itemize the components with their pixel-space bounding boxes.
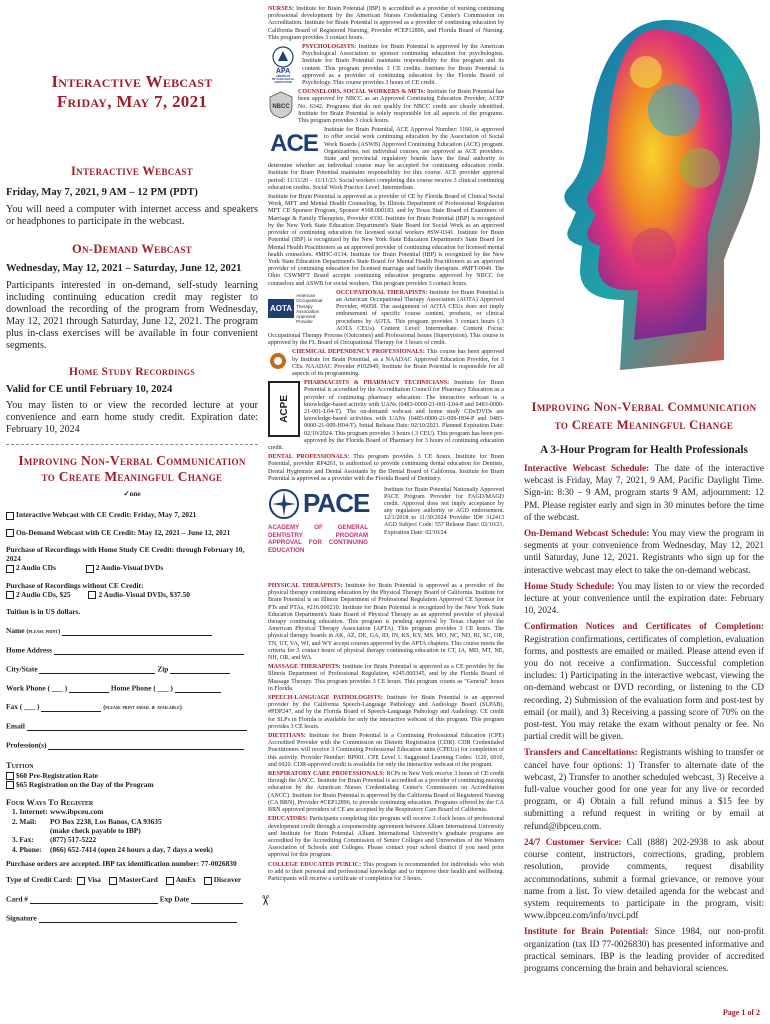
register-mail-note: (make check payable to IBP) bbox=[50, 826, 141, 836]
noce-options bbox=[6, 590, 258, 599]
svg-text:NBCC: NBCC bbox=[272, 104, 290, 111]
pace-logo: PACE ACADEMY OF GENERAL DENTISTRY PROGRAM APPROVAL FOR CONTINUING EDUCATION bbox=[268, 488, 370, 554]
register-internet: 1. Internet: www.ibpceu.com bbox=[12, 807, 104, 817]
card-type: Type of Credit Card: Visa MasterCard AmEx Discover bbox=[6, 875, 242, 885]
register-fax: 3. Fax: (877) 517-5222 bbox=[12, 835, 97, 845]
pace-emblem-icon bbox=[268, 488, 300, 520]
card-amex[interactable]: AmEx bbox=[166, 875, 196, 884]
psychologists-block: APA AMERICAN PSYCHOLOGICAL ASSOCIATION PSYCHOLOGISTS: Institute for Brain Potential is approved by the American Psychological Association to sponsor continuing education for psychologists. Institute for Brain Potential maintains responsibility for this program and its content. This program provides 3 CE credits. Institute for Brain Potential is approved as a provider of continuing education by the Florida Board of Psychology. This course provides 3 hours of CE credit. bbox=[268, 44, 504, 87]
ibp-about: Institute for Brain Potential: Since 1984, our non-profit organization (tax ID 77-0026830) has presented informative and practical seminars. IBP is the leading provider of accredited programs concerning the brain and behavioral sciences. bbox=[524, 926, 765, 973]
nbcc-logo bbox=[268, 90, 294, 120]
nbcc-emblem-icon bbox=[269, 91, 293, 119]
right-title: Improving Non-Verbal Communication to Create Meaningful Change bbox=[531, 400, 757, 432]
name-field[interactable]: Name (please print) bbox=[6, 626, 258, 636]
option-no-av[interactable]: 2 Audio-Visual DVDs, $37.50 bbox=[88, 590, 190, 599]
page-number: Page 1 of 2 bbox=[722, 1008, 760, 1017]
right-subtitle: A 3-Hour Program for Health Professionals bbox=[540, 444, 748, 456]
ondemand-heading: On-Demand Webcast bbox=[72, 242, 192, 256]
paint-splash-icon bbox=[632, 228, 676, 272]
option-hs-audio[interactable]: 2 Audio CDs bbox=[6, 563, 56, 572]
dental-block: DENTAL PROFESSIONALS: This program provides 3 CE hours. Institute for Brain Potential, provider RP4261, is authorized to provide continuing dental education for Dentists, Dental Hygienists and Dental Assistants by the Dental Board of California. Institute for Brain Potential is approved as a provider with the Florida Board of Dentistry. bbox=[268, 454, 504, 482]
address-field[interactable]: Home Address bbox=[6, 645, 258, 655]
transfers-cancellations: Transfers and Cancellations: Registrants wishing to transfer or cancel have four options: 1) Transfer to alternate date of the webcast, 2) Transfer to another scheduled webcast, 3) Receive a full-value voucher good for one year for any live or recorded program, or 4) Obtain a full refund minus a $15 fee by submitting a refund request in writing or by email at refund@ibpceu.com. bbox=[524, 747, 764, 831]
dietitians-block: DIETITIANS: Institute for Brain Potential is a Continuing Professional Education (CPE) Accredited Provider with the Commission on Dietetic Registration (CDR). CDR Credentialed Practitioners will receive 3 Continuing Professional Education units (CPEUs) for completion of this activity. Provider Number: BP001. CPE Level 1. Suggested Learning Codes: 1120, 6010, and 6020. CDR-approved credit is available for only the interactive webcast of the program. bbox=[268, 733, 504, 768]
tuition-heading: Tuition bbox=[6, 761, 34, 771]
webcast-date: Friday, May 7, 2021, 9 AM – 12 PM (PDT) bbox=[6, 187, 198, 198]
ace-block: ACE Institute for Brain Potential, ACE Approval Number: 1160, is approved to offer social work continuing education by the Association of Social Work Boards (ASWB) Approved Continuing Education (ACE) program. Organizations, not individual courses, are approved as ACE providers. State and provincial regulatory boards have the final authority to determine whether an individual course may be accepted for continuing education credit. Institute for Brain Potential maintains responsibility for this course. ACE provider approval period: 11/11/20 – 11/11/23. Social workers completing this course receive 3 clinical continuing education credits. Social Work Practice Level: Intermediate. bbox=[268, 127, 504, 191]
homestudy-options bbox=[6, 563, 258, 572]
webcast-heading: Interactive Webcast bbox=[71, 164, 193, 178]
checkbox[interactable] bbox=[6, 772, 14, 780]
registration-form bbox=[6, 489, 258, 923]
register-phone: 4. Phone: (866) 652-7414 (open 24 hours a day, 7 days a week) bbox=[12, 844, 213, 854]
webcast-description: You will need a computer with internet access and speakers or headphones to participate in the webcast. bbox=[6, 204, 258, 227]
scissors-icon: ✂ bbox=[256, 894, 272, 907]
checkbox[interactable] bbox=[86, 565, 94, 573]
purchase-homestudy-label: Purchase of Recordings with Home Study CE Credit: through February 10, 2024 bbox=[6, 544, 245, 564]
checkbox[interactable] bbox=[6, 529, 14, 537]
checkbox[interactable] bbox=[88, 591, 96, 599]
homestudy-heading: Home Study Recordings bbox=[69, 366, 195, 378]
tuition-note: Tuition is in US dollars. bbox=[6, 607, 81, 617]
checkbox[interactable] bbox=[6, 591, 14, 599]
checkbox[interactable] bbox=[6, 565, 14, 573]
paint-splash-icon bbox=[630, 56, 662, 88]
city-field[interactable]: City/State Zip bbox=[6, 664, 258, 674]
acpe-logo: ACPE bbox=[268, 381, 300, 437]
pt-block: PHYSICAL THERAPISTS: Institute for Brain Potential is approved as a provider of the physical therapy continuing education by the Physical Therapy Board of California. Institute for Brain Potential is an Illinois Department of Professional Regulation Approved CE Sponsor for PTs and PTAs, #216.000210. Institute for Brain Potential is recognized by the New York State Education Department's State Board of Physical Therapy as an approved provider of physical therapy continuing education. This program is pending approval by Texas chapter of the American Physical Therapy Association (APTA). This program provides 3 CE hours. The physical therapy boards in AK, AZ, DE, GA, ID, IN, KS, KY, MS, MO, NC, ND, RI, SC, OR, TN, UT, VA, WI, and WY accept courses approved by the APTA chapters. This course meets the criteria for 3 contact hours of physical therapy continuing education in CT, IA, MD, MT, NE, NH, OR, and WA. bbox=[268, 583, 505, 662]
profession-field[interactable]: Profession(s) bbox=[6, 740, 258, 750]
customer-service: 24/7 Customer Service: Call (888) 202-2938 to ask about course content, instructors, corrections, grading, problem resolution, provide comments, request disability accommodations, submit a formal grievance, or remove your name from a list. To view detailed agenda for the webcast and system requirements to participate in the program, visit: www.ibpceu.com/info/nvci.pdf bbox=[524, 836, 765, 921]
slp-block: SPEECH-LANGUAGE PATHOLOGISTS: Institute for Brain Potential is an approved provider by the California Speech-Language Pathology and Audiology Board (SLPAB), #PDP247, and by the Florida Board of Speech-Language Pathology and Audiology. CE credit for SLPs in Florida is available for only the interactive webcast of this program. This program provides 3 CE hours. bbox=[268, 695, 504, 730]
chem-block: CHEMICAL DEPENDENCY PROFESSIONALS: This course has been approved by Institute for Brain Potential, as a NAADAC Approved Education Provider, for 3 CEs. NAADAC Provider #102949, Institute for Brain Potential is responsible for all aspects of its programming. bbox=[268, 349, 504, 378]
confirmation-notices: Confirmation Notices and Certificates of Completion: Registration confirmations, certificates of completion, evaluation forms, and posttests are emailed or mailed. Please attend even if you do not receive a confirmation. Successful completion includes: 1) Participating in the interactive webcast, viewing the on-demand webcast or DVD recording, or listening to the CD recording, 2) Submission of the evaluation form and post-test by email (or mail), and 3) Receiving a passing score of 70% on the post-test. You may retake the exam without penalty or fee. No partial credit will be given. bbox=[524, 621, 764, 742]
head-silhouette-illustration bbox=[524, 0, 764, 380]
form-title: Improving Non-Verbal Communication to Create Meaningful Change bbox=[18, 453, 246, 484]
respiratory-block: RESPIRATORY CARE PROFESSIONALS: RCPs in New York receive 3 hours of CE credit through the ANCC. Institute for Brain Potential is accredited as a provider of continuing nursing education by the American Nurses Credentialing Center's Commission on Accreditation (ANCC). Institute for Brain Potential is approved by the California Board of Registered Nursing (CA BRN), Provider #CEP12896, to provide continuing education. Programs offered by the CA BRN approved providers of CE are accepted by the Respiratory Care Board of California. bbox=[268, 771, 504, 814]
mft-block: Institute for Brain Potential is approved as a provider of CE by Florida Board of Clinical Social Work, MFT and Mental Health Counseling, by Illinois Department of Professional Regulation MFT CE Sponsor Program, Sponsor #168.000183, and by Texas State Board of Examiners of Marriage & Family Therapists, Provider #330. Institute for Brain Potential (IBP) is recognized by the New York State Education Department's State Board for Social Work as an approved provider of continuing education for licensed social workers #SW-0341. Institute for Brain Potential (IBP) is recognized by the New York State Education Department's State Board for Mental Health Practitioners as an approved provider of continuing education for licensed mental health counselors. #MHC-0134. Institute for Brain Potential (IBP) is recognized by the New York State Education Department's State Board for Mental Health Practitioners as an approved provider of continuing education for licensed marriage and family therapists. #MFT-0049. The Ohio CSWMFT Board accepts continuing education programs approved by NBCC for counselors and ASWB for social workers. This program provides 3 contact hours. bbox=[268, 194, 504, 287]
right-body bbox=[524, 462, 764, 974]
aota-logo: AOTA American Occupational Therapy Association Approved Provider bbox=[270, 293, 323, 325]
paint-splash-icon bbox=[648, 84, 700, 136]
register-mail: 2. Mail: PO Box 2238, Los Banos, CA 93635 bbox=[12, 816, 162, 826]
paint-splash-icon bbox=[680, 148, 720, 188]
naadac-emblem-icon bbox=[269, 351, 287, 371]
homestudy-description: You may listen to or view the recorded lecture at your convenience and earn home study credit. Expiration date: February 10, 2024 bbox=[6, 400, 258, 435]
ondemand-date: Wednesday, May 12, 2021 – Saturday, June 12, 2021 bbox=[6, 263, 242, 274]
card-number-field[interactable]: Card # Exp Date bbox=[6, 894, 258, 904]
pace-block: PACE ACADEMY OF GENERAL DENTISTRY PROGRAM APPROVAL FOR CONTINUING EDUCATION Institute for Brain Potential Nationally Approved PACE Program Provider for FAGD/MAGD credit. Approval does not imply acceptance by any regulatory authority or AGD endorsement. 12/1/2018 to 11/30/2024 Provider ID# 312413 AGD Subject Code: 557 Release Date: 02/10/21. Expiration Date: 02/10/24 bbox=[268, 487, 504, 581]
ondemand-schedule: On-Demand Webcast Schedule: You may view the program in segments at your convenience from Wednesday, May 12, 2021 until Saturday, June 12, 2021. Registrants who sign up for the interactive webcast may elect to take the on-demand webcast. bbox=[524, 528, 764, 575]
counselors-block: NBCC COUNSELORS, SOCIAL WORKERS & MFTs: Institute for Brain Potential has been approved by NBCC as an Approved Continuing Education Provider, ACEP No. 6342. Programs that do not qualify for NBCC credit are clearly identified. Institute for Brain Potential is solely responsible for all aspects of the programs. This program provides 3 clock hours. bbox=[268, 89, 504, 125]
apa-emblem-icon bbox=[272, 46, 294, 68]
ace-logo: ACE bbox=[270, 129, 318, 157]
signature-field[interactable]: Signature bbox=[6, 913, 258, 923]
massage-block: MASSAGE THERAPISTS: Institute for Brain Potential is approved as a CE provider by the Illinois Department of Professional Regulation, #245.000345, and by the Florida Board of Massage Therapy. This program provides 3 CE hours. This program counts as "General" hours in Florida. bbox=[268, 664, 505, 692]
fax-field[interactable]: Fax ( ___ ) (please print email if available) bbox=[6, 701, 182, 711]
webcast-schedule: Interactive Webcast Schedule: The date of the interactive webcast is Friday, May 7, 2021, 9 AM, Pacific Daylight Time. Sign-in: 8:30 – 9 AM, program starts 9 AM, adjournment: 12 PM. Please register early and sign in 30 minutes before the time of the webcast. bbox=[524, 463, 764, 522]
nurses-block: NURSES: Institute for Brain Potential (IBP) is accredited as a provider of nursing continuing professional development by the American Nurses Credentialing Center's Commission on Accreditation. Institute for Brain Potential is approved as a provider of continuing education by California Board of Registered Nursing, Provider #CEP12896, and Florida Board of Nursing. This program provides 3 contact hours. bbox=[268, 6, 504, 41]
phone-fields[interactable]: Work Phone ( ___ ) Home Phone ( ___ ) bbox=[6, 683, 258, 693]
ot-block: AOTA American Occupational Therapy Association Approved Provider OCCUPATIONAL THERAPISTS: Institute for Brain Potential is an American Occupational Therapy Association (AOTA) Approved Provider, #6058. The assignment of AOTA CEUs does not imply endorsement of specific course content, products, or clinical procedures by AOTA. This program provides 3 contact hours (.3 AOTA CEUs). Content Level: Intermediate. Content Focus: Occupational Therapy Process (Outcomes) and Professional Issues (Supervision). This course is approved by the FL Board of Occupational Therapy for 3 hours of credit. bbox=[268, 289, 504, 347]
check-one-label: ✓one bbox=[123, 489, 141, 498]
option-hs-av[interactable]: 2 Audio-Visual DVDs bbox=[86, 563, 164, 572]
tax-id: Purchase orders are accepted. IBP tax identification number: 77-0026830 bbox=[6, 858, 237, 868]
left-column bbox=[6, 0, 258, 923]
card-discover[interactable]: Discover bbox=[204, 875, 242, 884]
checkbox[interactable] bbox=[6, 512, 14, 520]
pharmacy-block: ACPE PHARMACISTS & PHARMACY TECHNICIANS: Institute for Brain Potential is accredited by the Accreditation Council for Pharmacy Education as a provider of continuing pharmacy education. The interactive webcast is a knowledge-based activity with UANs (0483-0000-21-001-L04-P and 0483-0000-21-001-L04-T). The on-demand webcast and home study CDs/DVDs are knowledge-based activities with UANs (0483-0000-21-009-H04-P and 0483-0000-21-009-H04-T). Initial Release Date: 02/10/2021. Planned Expiration Date: 02/10/2024. This program provides 3 hours (.3 CEU). This program has been pre-approved by the Florida Board of Pharmacy for 3 hours of continuing education credit. bbox=[268, 380, 505, 451]
option-ondemand[interactable]: On-Demand Webcast with CE Credit: May 12, 2021 – June 12, 2021 bbox=[6, 528, 258, 537]
accreditation-column bbox=[268, 0, 504, 883]
zip-label: Zip bbox=[157, 664, 169, 674]
option-no-audio[interactable]: 2 Audio CDs, $25 bbox=[6, 590, 71, 599]
tuition-prereg[interactable]: $60 Pre-Registration Rate bbox=[6, 771, 258, 780]
homestudy-valid: Valid for CE until February 10, 2024 bbox=[6, 384, 173, 395]
tuition-day[interactable]: $65 Registration on the Day of the Program bbox=[6, 780, 258, 789]
homestudy-schedule: Home Study Schedule: You may listen to or view the recorded lecture at your convenience until the expiration date: February 10, 2024. bbox=[524, 580, 764, 616]
exp-label: Exp Date bbox=[159, 894, 190, 904]
cut-line bbox=[6, 444, 258, 445]
ondemand-description: Participants interested in on-demand, self-study learning including continuing education credit may register to download the recording of the program from Wednesday, May 12, 2021 through Saturday, June 12, 2021. The program plus in-class exercises will be available in four convenient segments. bbox=[6, 280, 258, 351]
card-mastercard[interactable]: MasterCard bbox=[109, 875, 158, 884]
checkbox[interactable] bbox=[6, 781, 14, 789]
purchase-noce-label: Purchase of Recordings without CE Credit: bbox=[6, 580, 144, 590]
educators-block: EDUCATORS: Participants completing this program will receive 3 clock hours of professional development credit through a cosponsorship agreement between Alliant International University and Institute for Brain Potential. Alliant International University's graduate programs are accredited by the Accrediting Commission of Senior Colleges and Universities of the Western Association of Schools and Colleges. Please contact your school district if you need prior approval for this program. bbox=[268, 816, 504, 859]
card-visa[interactable]: Visa bbox=[77, 875, 101, 884]
apa-logo: APA AMERICAN PSYCHOLOGICAL ASSOCIATION bbox=[268, 45, 298, 85]
register-heading: Four Ways To Register bbox=[6, 798, 94, 808]
email-field[interactable]: Email bbox=[6, 721, 258, 731]
public-block: COLLEGE EDUCATED PUBLIC: This program is recommended for individuals who wish to add to their personal and professional knowledge and to improve their health and wellbeing. Participants will receive a certificate of completion for 3 hours. bbox=[268, 861, 504, 882]
naadac-logo bbox=[268, 350, 288, 372]
header-title: Interactive Webcast Friday, May 7, 2021 bbox=[51, 72, 213, 111]
info-column bbox=[524, 0, 764, 974]
option-live[interactable]: Interactive Webcast with CE Credit: Friday, May 7, 2021 bbox=[6, 510, 258, 519]
